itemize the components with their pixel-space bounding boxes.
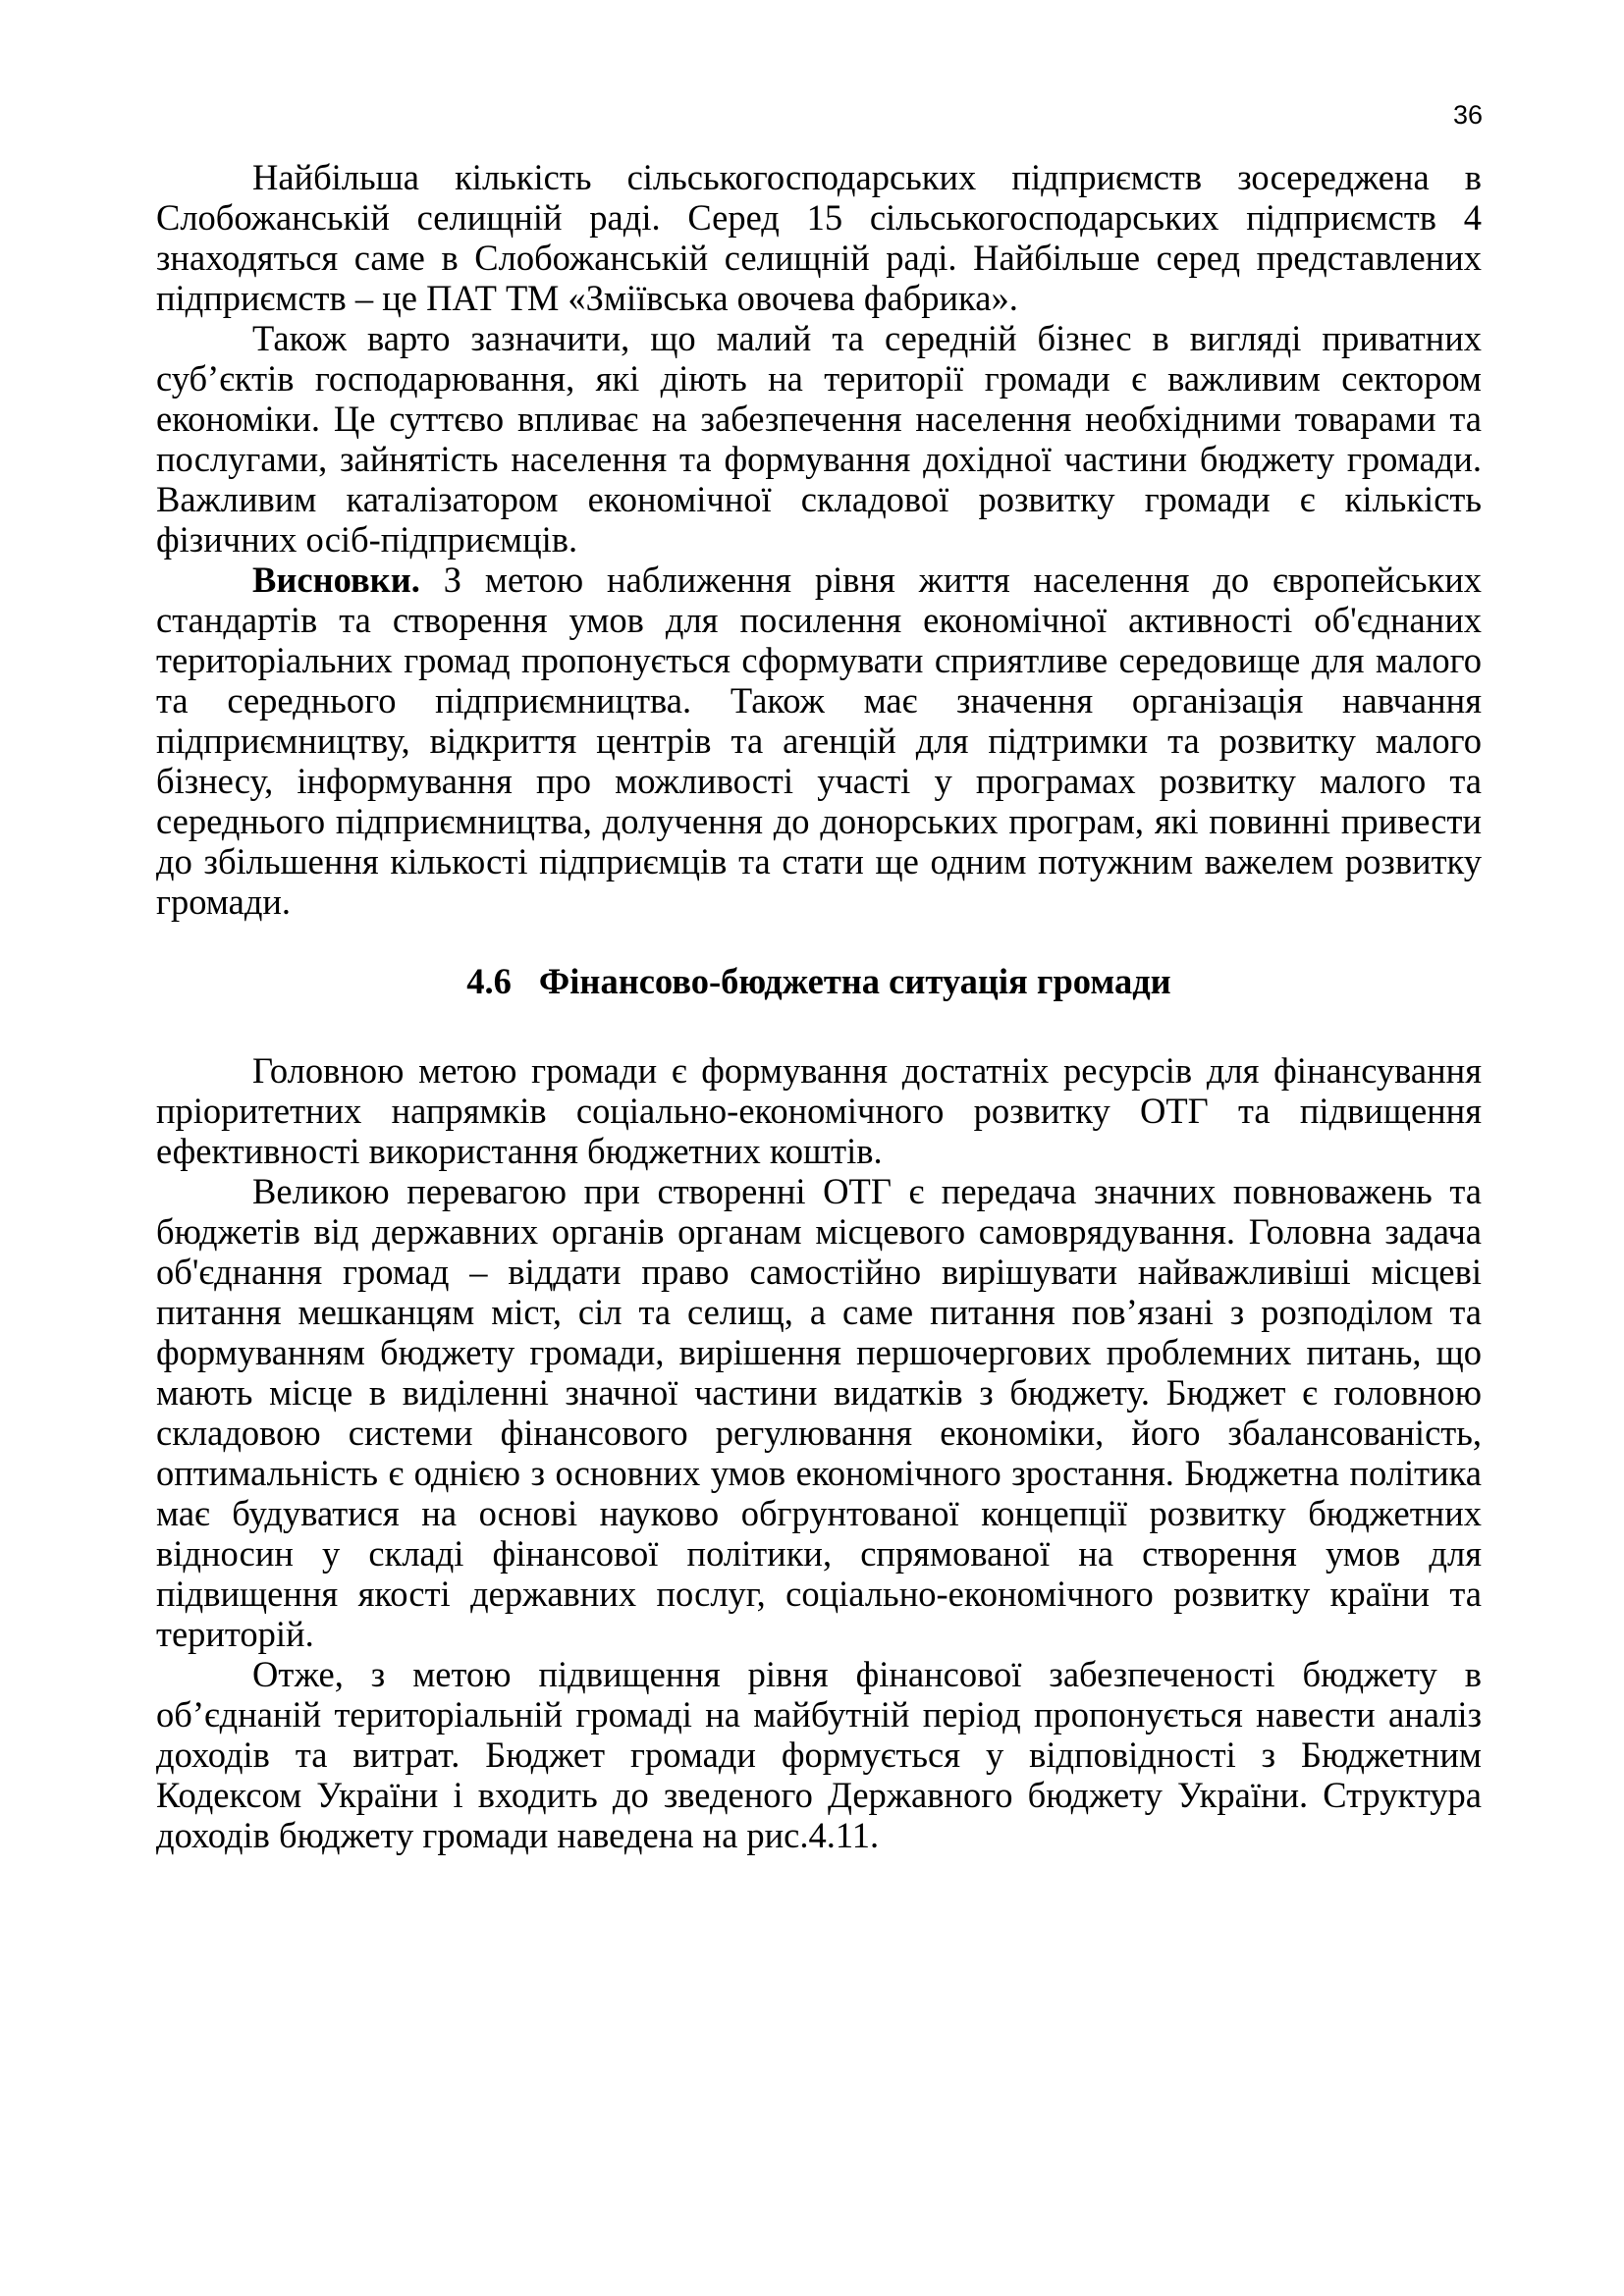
page-number: 36 bbox=[1452, 100, 1483, 130]
paragraph-agri-enterprises bbox=[156, 157, 1482, 318]
paragraph-text: Отже, з метою підвищення рівня фінансової забезпеченості бюджету в об’єднаній територіальній громаді на майбутній період пропонується навести аналіз доходів та витрат. Бюджет громади формується у відповідності з Бюджетним Кодексом України і входить до зведеного Державного бюджету України. Структура доходів бюджету громади наведена на рис.4.11. bbox=[156, 1654, 1482, 1855]
paragraph-small-business bbox=[156, 318, 1482, 560]
paragraph-conclusions bbox=[156, 560, 1482, 922]
section-title: Фінансово-бюджетна ситуація громади bbox=[538, 961, 1171, 1001]
paragraph-text: Великою перевагою при створенні ОТГ є передача значних повноважень та бюджетів від державних органів органам місцевого самоврядування. Головна задача об'єднання громад – віддати право самостійно вирішувати найважливіші місцеві питання мешканцям міст, сіл та селищ, а саме питання пов’язані з розподілом та формуванням бюджету громади, вирішення першочергових проблемних питань, що мають місце в виділенні значної частини видатків з бюджету. Бюджет є головною складовою системи фінансового регулювання економіки, його збалансованість, оптимальність є однією з основних умов економічного зростання. Бюджетна політика має будуватися на основі науково обгрунтованої концепції розвитку бюджетних відносин у складі фінансової політики, спрямованої на створення умов для підвищення якості державних послуг, соціально-економічного розвитку країни та територій. bbox=[156, 1171, 1482, 1654]
conclusions-label: Висновки. bbox=[252, 560, 420, 600]
paragraph-text: З метою наближення рівня життя населення до європейських стандартів та створення умов для посилення економічної активності об'єднаних територіальних громад пропонується сформувати сприятливе середовище для малого та середнього підприємництва. Також має значення організація навчання підприємництву, відкриття центрів та агенцій для підтримки та розвитку малого бізнесу, інформування про можливості участі у програмах розвитку малого та середнього підприємництва, долучення до донорських програм, які повинні привести до збільшення кількості підприємців та стати ще одним потужним важелем розвитку громади. bbox=[156, 560, 1482, 922]
paragraph-text: Найбільша кількість сільськогосподарських підприємств зосереджена в Слобожанській селищній раді. Серед 15 сільськогосподарських підприємств 4 знаходяться саме в Слобожанській селищній раді. Найбільше серед представлених підприємств – це ПАТ ТМ «Зміївська овочева фабрика». bbox=[156, 157, 1482, 318]
paragraph-text: Головною метою громади є формування достатніх ресурсів для фінансування пріоритетних напрямків соціально-економічного розвитку ОТГ та підвищення ефективності використання бюджетних коштів. bbox=[156, 1050, 1482, 1171]
paragraph-text: Також варто зазначити, що малий та середній бізнес в вигляді приватних суб’єктів господарювання, які діють на території громади є важливим сектором економіки. Це суттєво впливає на забезпечення населення необхідними товарами та послугами, зайнятість населення та формування дохідної частини бюджету громади. Важливим каталізатором економічної складової розвитку громади є кількість фізичних осіб-підприємців. bbox=[156, 318, 1482, 560]
paragraph-budget-analysis bbox=[156, 1654, 1482, 1855]
section-heading bbox=[156, 961, 1482, 1001]
paragraph-main-goal bbox=[156, 1050, 1482, 1171]
paragraph-budget-powers bbox=[156, 1171, 1482, 1654]
section-number: 4.6 bbox=[466, 961, 512, 1001]
document-body bbox=[156, 157, 1482, 1855]
